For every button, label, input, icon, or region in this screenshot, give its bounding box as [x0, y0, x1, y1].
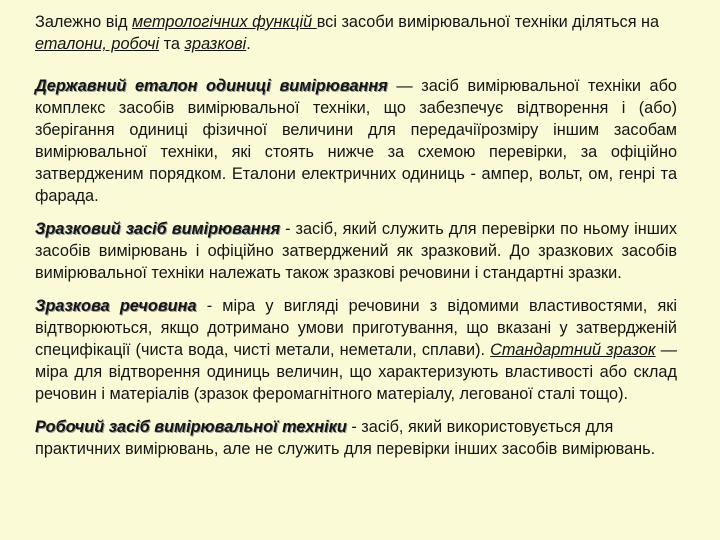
robochyi-definition: - засіб, який використовується для практичних вимірювань, але не служить для перевірки інших засобів вимірювань. — [35, 418, 656, 458]
zrazkovyi-definition: - засіб, який служить для перевірки по ньому інших засобів вимірювань і офіційно затверджений як зразковий. До зразкових засобів вимірювальної техніки належать також зразкові речовини і стандартні зразки. — [35, 220, 677, 282]
link-metrological-functions[interactable]: метрологічних функцій — [132, 13, 317, 31]
rechovyna-paragraph — [35, 295, 677, 405]
slide-content — [35, 11, 677, 531]
intro-paragraph — [35, 11, 677, 55]
rechovyna-definition: - міра у вигляді речовини з відомими властивостями, які відтворюються, якщо дотримано умови приготування, що вказані у затвердженій специфікації (чиста вода, чисті метали, неметали, сплави). — [35, 297, 677, 359]
link-etalons-working[interactable]: еталони, робочі — [35, 35, 160, 53]
intro-text-4: . — [246, 35, 251, 53]
rechovyna-term: Зразкова речовина — [35, 297, 197, 315]
intro-text-3: та — [159, 35, 185, 53]
robochyi-term: Робочий засіб вимірювальної техніки — [35, 418, 347, 436]
link-exemplary[interactable]: зразкові — [184, 35, 247, 53]
robochyi-paragraph — [35, 416, 677, 460]
etalon-term: Державний еталон одиниці вимірювання — [35, 77, 388, 95]
zrazkovyi-paragraph — [35, 218, 677, 284]
intro-text-2: всі засоби вимірювальної техніки діляться на — [316, 13, 660, 31]
etalon-paragraph — [35, 75, 677, 207]
intro-text-1: Залежно від — [35, 13, 133, 31]
etalon-definition: — засіб вимірювальної техніки або комплекс засобів вимірювальної техніки, що забезпечує відтворення і (або) зберігання одиниці фізичної величини для передачіїрозміру іншим засобам вимірювальної техніки, які стоять нижче за схемою перевірки, за офіційно затвердженим порядком. Еталони електричних одиниць - ампер, вольт, ом, генрі та фарада. — [35, 77, 677, 205]
standard-sample-definition: — міра для відтворення одиниць величин, що характеризують властивості або склад речовин і матеріалів (зразок феромагнітного матеріалу, легованої сталі тощо). — [35, 341, 677, 403]
standard-sample-term: Стандартний зразок — [490, 341, 656, 359]
zrazkovyi-term: Зразковий засіб вимірювання — [35, 220, 281, 238]
